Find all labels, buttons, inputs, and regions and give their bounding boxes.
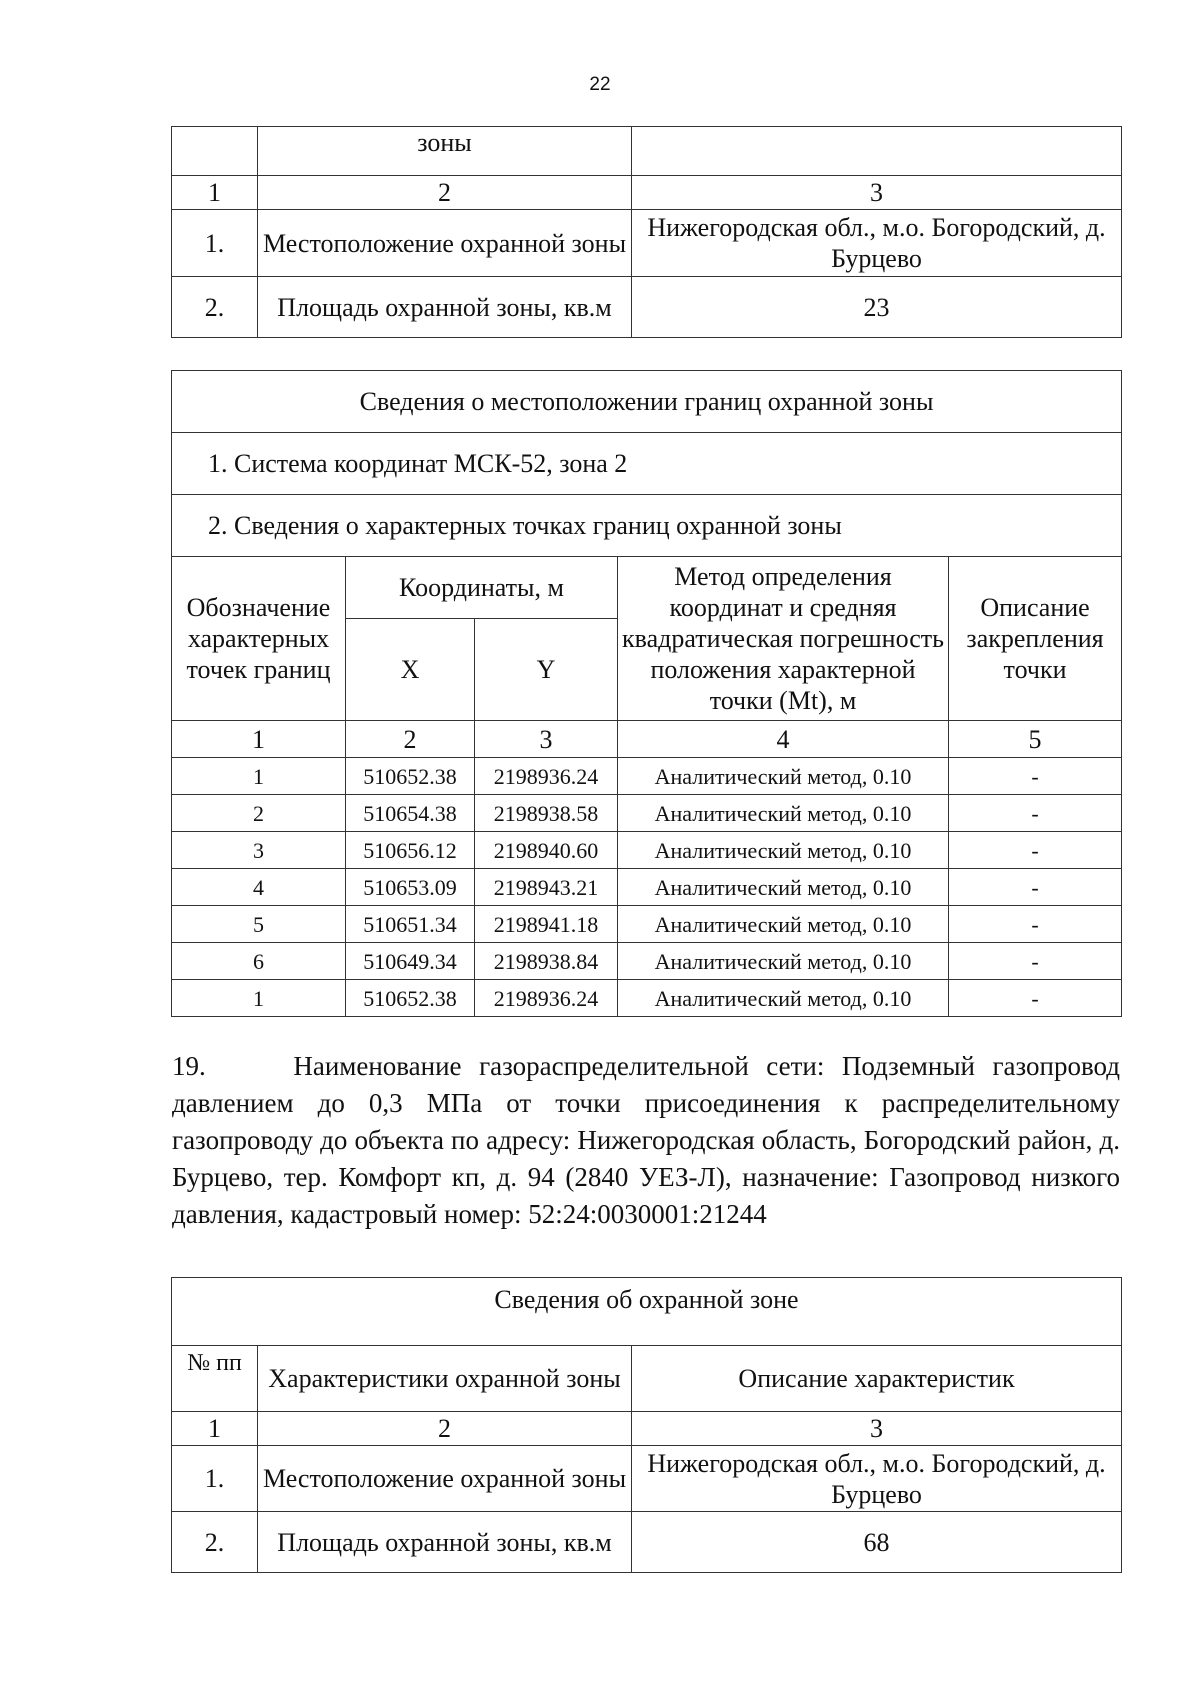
point-cell: 3	[172, 832, 346, 869]
point-cell: 2	[172, 795, 346, 832]
table-title: Сведения об охранной зоне	[172, 1278, 1122, 1346]
table-cell: 4	[618, 721, 949, 758]
fix-cell: -	[949, 943, 1122, 980]
table-row	[172, 277, 1122, 338]
coordinate-system-text: 1. Система координат МСК-52, зона 2	[172, 433, 1122, 495]
header-fixing: Описание закрепления точки	[949, 557, 1122, 721]
table-cell: Нижегородская обл., м.о. Богородский, д. Бурцево	[632, 210, 1122, 277]
table-cell: 2.	[172, 277, 258, 338]
table-cell: 2	[258, 1412, 632, 1446]
fix-cell: -	[949, 832, 1122, 869]
table-cell: 3	[632, 176, 1122, 210]
table-row	[172, 1446, 1122, 1512]
table-row	[172, 795, 1122, 832]
point-cell: 5	[172, 906, 346, 943]
table-cell: 3	[632, 1412, 1122, 1446]
header-y: Y	[475, 619, 618, 721]
x-cell: 510656.12	[346, 832, 475, 869]
x-cell: 510652.38	[346, 758, 475, 795]
header-coordinates: Координаты, м	[346, 557, 618, 619]
table-cell: 2	[346, 721, 475, 758]
table-cell: 3	[475, 721, 618, 758]
table-cell: 1.	[172, 1446, 258, 1512]
y-cell: 2198941.18	[475, 906, 618, 943]
table-header-cell: зоны	[258, 127, 632, 176]
table-cell: 2	[258, 176, 632, 210]
table-row	[172, 869, 1122, 906]
table-title-row	[172, 371, 1122, 433]
header-characteristic: Характеристики охранной зоны	[258, 1346, 632, 1412]
y-cell: 2198938.84	[475, 943, 618, 980]
table-cell: Местоположение охранной зоны	[258, 210, 632, 277]
fix-cell: -	[949, 869, 1122, 906]
table-row	[172, 980, 1122, 1017]
table-header-row	[172, 557, 1122, 619]
method-cell: Аналитический метод, 0.10	[618, 758, 949, 795]
x-cell: 510654.38	[346, 795, 475, 832]
point-cell: 6	[172, 943, 346, 980]
table-header-row	[172, 1346, 1122, 1412]
header-x: X	[346, 619, 475, 721]
header-method: Метод определения координат и средняя квадратическая погрешность положения характерной точки (Mt), м	[618, 557, 949, 721]
method-cell: Аналитический метод, 0.10	[618, 795, 949, 832]
point-cell: 1	[172, 758, 346, 795]
method-cell: Аналитический метод, 0.10	[618, 832, 949, 869]
table-cell: 1	[172, 1412, 258, 1446]
page-number: 22	[589, 74, 611, 95]
table-cell: 1	[172, 721, 346, 758]
table-cell: 68	[632, 1512, 1122, 1573]
points-info-row	[172, 495, 1122, 557]
y-cell: 2198936.24	[475, 758, 618, 795]
point-cell: 4	[172, 869, 346, 906]
method-cell: Аналитический метод, 0.10	[618, 869, 949, 906]
table-cell	[632, 127, 1122, 176]
y-cell: 2198940.60	[475, 832, 618, 869]
gas-network-paragraph: 19. Наименование газораспределительной сети: Подземный газопровод давлением до 0,3 МПа от точки присоединения к распределительному газопроводу до объекта по адресу: Нижегородская область, Богородский район, д. Бурцево, тер. Комфорт кп, д. 94 (2840 УЕЗ-Л), назначение: Газопровод низкого давления, кадастровый номер: 52:24:0030001:21244	[172, 1051, 1120, 1229]
point-cell: 1	[172, 980, 346, 1017]
points-info-text: 2. Сведения о характерных точках границ охранной зоны	[172, 495, 1122, 557]
boundary-coordinates-table	[171, 370, 1122, 1017]
table-title-row	[172, 1278, 1122, 1346]
column-number-row	[172, 721, 1122, 758]
fix-cell: -	[949, 758, 1122, 795]
table-row	[172, 758, 1122, 795]
table-row	[172, 906, 1122, 943]
table-row	[172, 832, 1122, 869]
header-number: № пп	[172, 1346, 258, 1412]
column-number-row	[172, 1412, 1122, 1446]
fix-cell: -	[949, 980, 1122, 1017]
header-description: Описание характеристик	[632, 1346, 1122, 1412]
table-cell: 1.	[172, 210, 258, 277]
y-cell: 2198943.21	[475, 869, 618, 906]
table-header-row	[172, 127, 1122, 176]
table-row	[172, 1512, 1122, 1573]
x-cell: 510649.34	[346, 943, 475, 980]
fix-cell: -	[949, 906, 1122, 943]
table-row	[172, 210, 1122, 277]
y-cell: 2198936.24	[475, 980, 618, 1017]
coordinate-system-row	[172, 433, 1122, 495]
x-cell: 510652.38	[346, 980, 475, 1017]
method-cell: Аналитический метод, 0.10	[618, 943, 949, 980]
table-cell	[172, 127, 258, 176]
table-row	[172, 943, 1122, 980]
column-number-row	[172, 176, 1122, 210]
x-cell: 510651.34	[346, 906, 475, 943]
x-cell: 510653.09	[346, 869, 475, 906]
y-cell: 2198938.58	[475, 795, 618, 832]
protection-zone-table-continued	[171, 126, 1122, 338]
table-cell: Площадь охранной зоны, кв.м	[258, 277, 632, 338]
table-cell: Площадь охранной зоны, кв.м	[258, 1512, 632, 1573]
fix-cell: -	[949, 795, 1122, 832]
method-cell: Аналитический метод, 0.10	[618, 906, 949, 943]
table-cell: Местоположение охранной зоны	[258, 1446, 632, 1512]
table-title: Сведения о местоположении границ охранной зоны	[172, 371, 1122, 433]
protection-zone-table	[171, 1277, 1122, 1573]
table-cell: 23	[632, 277, 1122, 338]
table-cell: Нижегородская обл., м.о. Богородский, д. Бурцево	[632, 1446, 1122, 1512]
table-cell: 5	[949, 721, 1122, 758]
header-designation: Обозначение характерных точек границ	[172, 557, 346, 721]
table-cell: 2.	[172, 1512, 258, 1573]
method-cell: Аналитический метод, 0.10	[618, 980, 949, 1017]
table-cell: 1	[172, 176, 258, 210]
